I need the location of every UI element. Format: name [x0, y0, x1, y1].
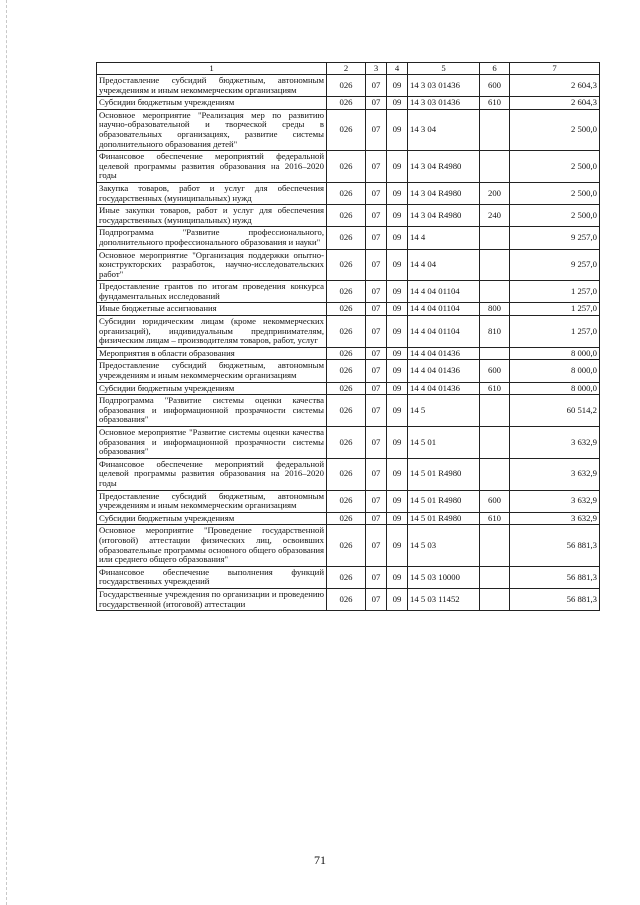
subsection-code-cell: 09 [387, 249, 408, 281]
subsection-code-cell: 09 [387, 427, 408, 459]
target-article-cell: 14 3 04 [408, 109, 480, 150]
subsection-code-cell: 09 [387, 75, 408, 97]
ministry-code-cell: 026 [327, 427, 366, 459]
row-name-cell: Предоставление субсидий бюджетным, автономным учреждениям и иным некоммерческим организациям [97, 490, 327, 512]
amount-cell: 56 881,3 [510, 525, 600, 566]
subsection-code-cell: 09 [387, 227, 408, 249]
row-name-cell: Предоставление субсидий бюджетным, автономным учреждениям и иным некоммерческим организациям [97, 75, 327, 97]
ministry-code-cell: 026 [327, 490, 366, 512]
amount-cell: 1 257,0 [510, 303, 600, 316]
section-code-cell: 07 [366, 347, 387, 360]
table-row [97, 281, 600, 303]
ministry-code-cell: 026 [327, 182, 366, 204]
table-row [97, 427, 600, 459]
section-code-cell: 07 [366, 512, 387, 525]
target-article-cell: 14 5 01 R4980 [408, 458, 480, 490]
table-row [97, 227, 600, 249]
amount-cell: 2 604,3 [510, 97, 600, 110]
section-code-cell: 07 [366, 151, 387, 183]
target-article-cell: 14 5 03 10000 [408, 566, 480, 588]
section-code-cell: 07 [366, 281, 387, 303]
expense-type-cell: 600 [480, 360, 510, 382]
table-row [97, 347, 600, 360]
table-row [97, 75, 600, 97]
row-name-cell: Субсидии бюджетным учреждениям [97, 382, 327, 395]
row-name-cell: Основное мероприятие "Проведение государственной (итоговой) аттестации физических лиц, освоивших образовательные программы основного общего образования или среднего общего образования" [97, 525, 327, 566]
amount-cell: 9 257,0 [510, 227, 600, 249]
ministry-code-cell: 026 [327, 566, 366, 588]
target-article-cell: 14 4 04 [408, 249, 480, 281]
ministry-code-cell: 026 [327, 316, 366, 348]
row-name-cell: Основное мероприятие "Развитие системы оценки качества образования и информационной прозрачности системы образования" [97, 427, 327, 459]
ministry-code-cell: 026 [327, 382, 366, 395]
ministry-code-cell: 026 [327, 205, 366, 227]
target-article-cell: 14 3 03 01436 [408, 97, 480, 110]
subsection-code-cell: 09 [387, 566, 408, 588]
subsection-code-cell: 09 [387, 151, 408, 183]
expense-type-cell [480, 281, 510, 303]
ministry-code-cell: 026 [327, 512, 366, 525]
section-code-cell: 07 [366, 588, 387, 610]
subsection-code-cell: 09 [387, 512, 408, 525]
section-code-cell: 07 [366, 75, 387, 97]
expense-type-cell [480, 566, 510, 588]
table-body [97, 75, 600, 611]
section-code-cell: 07 [366, 490, 387, 512]
expense-type-cell [480, 588, 510, 610]
expense-type-cell [480, 458, 510, 490]
amount-cell: 3 632,9 [510, 458, 600, 490]
amount-cell: 2 604,3 [510, 75, 600, 97]
section-code-cell: 07 [366, 97, 387, 110]
table-row [97, 303, 600, 316]
subsection-code-cell: 09 [387, 97, 408, 110]
target-article-cell: 14 4 04 01436 [408, 360, 480, 382]
ministry-code-cell: 026 [327, 75, 366, 97]
amount-cell: 2 500,0 [510, 151, 600, 183]
row-name-cell: Закупка товаров, работ и услуг для обеспечения государственных (муниципальных) нужд [97, 182, 327, 204]
subsection-code-cell: 09 [387, 109, 408, 150]
table-row [97, 382, 600, 395]
section-code-cell: 07 [366, 525, 387, 566]
table-row [97, 109, 600, 150]
row-name-cell: Иные закупки товаров, работ и услуг для обеспечения государственных (муниципальных) нужд [97, 205, 327, 227]
target-article-cell: 14 3 04 R4980 [408, 151, 480, 183]
amount-cell: 9 257,0 [510, 249, 600, 281]
table-row [97, 249, 600, 281]
row-name-cell: Субсидии бюджетным учреждениям [97, 97, 327, 110]
table-row [97, 490, 600, 512]
expense-type-cell: 600 [480, 75, 510, 97]
ministry-code-cell: 026 [327, 249, 366, 281]
amount-cell: 1 257,0 [510, 316, 600, 348]
expense-type-cell [480, 395, 510, 427]
amount-cell: 8 000,0 [510, 347, 600, 360]
expense-type-cell: 610 [480, 97, 510, 110]
row-name-cell: Основное мероприятие "Реализация мер по развитию научно-образовательной и творческой среды в образовательных организациях, развитие системы дополнительного образования детей" [97, 109, 327, 150]
header-cell: 4 [387, 63, 408, 75]
subsection-code-cell: 09 [387, 182, 408, 204]
amount-cell: 2 500,0 [510, 182, 600, 204]
expense-type-cell [480, 525, 510, 566]
header-cell: 1 [97, 63, 327, 75]
expense-type-cell [480, 227, 510, 249]
section-code-cell: 07 [366, 360, 387, 382]
section-code-cell: 07 [366, 249, 387, 281]
amount-cell: 2 500,0 [510, 205, 600, 227]
target-article-cell: 14 4 04 01104 [408, 316, 480, 348]
subsection-code-cell: 09 [387, 303, 408, 316]
header-cell: 5 [408, 63, 480, 75]
row-name-cell: Подпрограмма "Развитие профессионального, дополнительного профессионального образования и науки" [97, 227, 327, 249]
table-row [97, 458, 600, 490]
section-code-cell: 07 [366, 427, 387, 459]
target-article-cell: 14 5 01 [408, 427, 480, 459]
section-code-cell: 07 [366, 395, 387, 427]
amount-cell: 8 000,0 [510, 382, 600, 395]
subsection-code-cell: 09 [387, 588, 408, 610]
target-article-cell: 14 4 04 01104 [408, 303, 480, 316]
section-code-cell: 07 [366, 109, 387, 150]
ministry-code-cell: 026 [327, 281, 366, 303]
amount-cell: 56 881,3 [510, 566, 600, 588]
amount-cell: 2 500,0 [510, 109, 600, 150]
amount-cell: 60 514,2 [510, 395, 600, 427]
subsection-code-cell: 09 [387, 490, 408, 512]
amount-cell: 8 000,0 [510, 360, 600, 382]
expense-type-cell: 800 [480, 303, 510, 316]
row-name-cell: Субсидии юридическим лицам (кроме некоммерческих организаций), индивидуальным предпринимателям, физическим лицам – производителям товаров, работ, услуг [97, 316, 327, 348]
expense-type-cell: 810 [480, 316, 510, 348]
subsection-code-cell: 09 [387, 281, 408, 303]
amount-cell: 3 632,9 [510, 427, 600, 459]
expense-type-cell: 610 [480, 382, 510, 395]
row-name-cell: Финансовое обеспечение выполнения функций государственных учреждений [97, 566, 327, 588]
expense-type-cell [480, 347, 510, 360]
target-article-cell: 14 5 03 11452 [408, 588, 480, 610]
subsection-code-cell: 09 [387, 316, 408, 348]
table-row [97, 316, 600, 348]
section-code-cell: 07 [366, 205, 387, 227]
table-row [97, 205, 600, 227]
ministry-code-cell: 026 [327, 458, 366, 490]
ministry-code-cell: 026 [327, 303, 366, 316]
table-row [97, 525, 600, 566]
table-row [97, 360, 600, 382]
expense-type-cell [480, 109, 510, 150]
table-row [97, 588, 600, 610]
ministry-code-cell: 026 [327, 395, 366, 427]
row-name-cell: Субсидии бюджетным учреждениям [97, 512, 327, 525]
target-article-cell: 14 5 03 [408, 525, 480, 566]
target-article-cell: 14 3 03 01436 [408, 75, 480, 97]
table-row [97, 512, 600, 525]
expense-type-cell: 600 [480, 490, 510, 512]
section-code-cell: 07 [366, 566, 387, 588]
ministry-code-cell: 026 [327, 525, 366, 566]
target-article-cell: 14 4 [408, 227, 480, 249]
row-name-cell: Подпрограмма "Развитие системы оценки качества образования и информационной прозрачности системы образования" [97, 395, 327, 427]
expense-type-cell [480, 427, 510, 459]
target-article-cell: 14 4 04 01436 [408, 347, 480, 360]
amount-cell: 3 632,9 [510, 490, 600, 512]
subsection-code-cell: 09 [387, 395, 408, 427]
row-name-cell: Предоставление субсидий бюджетным, автономным учреждениям и иным некоммерческим организациям [97, 360, 327, 382]
target-article-cell: 14 3 04 R4980 [408, 182, 480, 204]
header-cell: 7 [510, 63, 600, 75]
row-name-cell: Финансовое обеспечение мероприятий федеральной целевой программы развития образования на 2016–2020 годы [97, 458, 327, 490]
section-code-cell: 07 [366, 382, 387, 395]
ministry-code-cell: 026 [327, 97, 366, 110]
section-code-cell: 07 [366, 458, 387, 490]
target-article-cell: 14 4 04 01436 [408, 382, 480, 395]
ministry-code-cell: 026 [327, 151, 366, 183]
table-row [97, 97, 600, 110]
section-code-cell: 07 [366, 303, 387, 316]
amount-cell: 3 632,9 [510, 512, 600, 525]
table-header [97, 63, 600, 75]
header-row [97, 63, 600, 75]
table-row [97, 182, 600, 204]
amount-cell: 1 257,0 [510, 281, 600, 303]
page-number: 71 [314, 853, 326, 867]
target-article-cell: 14 5 01 R4980 [408, 512, 480, 525]
target-article-cell: 14 3 04 R4980 [408, 205, 480, 227]
header-cell: 6 [480, 63, 510, 75]
table-row [97, 566, 600, 588]
table-row [97, 151, 600, 183]
amount-cell: 56 881,3 [510, 588, 600, 610]
section-code-cell: 07 [366, 227, 387, 249]
target-article-cell: 14 5 [408, 395, 480, 427]
ministry-code-cell: 026 [327, 588, 366, 610]
page-edge-line [6, 0, 8, 905]
subsection-code-cell: 09 [387, 347, 408, 360]
subsection-code-cell: 09 [387, 458, 408, 490]
row-name-cell: Основное мероприятие "Организация поддержки опытно-конструкторских разработок, научно-исследовательских работ" [97, 249, 327, 281]
ministry-code-cell: 026 [327, 360, 366, 382]
row-name-cell: Мероприятия в области образования [97, 347, 327, 360]
ministry-code-cell: 026 [327, 227, 366, 249]
table-row [97, 395, 600, 427]
row-name-cell: Финансовое обеспечение мероприятий федеральной целевой программы развития образования на 2016–2020 годы [97, 151, 327, 183]
subsection-code-cell: 09 [387, 360, 408, 382]
expense-type-cell: 200 [480, 182, 510, 204]
ministry-code-cell: 026 [327, 347, 366, 360]
section-code-cell: 07 [366, 316, 387, 348]
subsection-code-cell: 09 [387, 525, 408, 566]
expense-type-cell: 240 [480, 205, 510, 227]
expense-type-cell [480, 151, 510, 183]
ministry-code-cell: 026 [327, 109, 366, 150]
row-name-cell: Государственные учреждения по организации и проведению государственной (итоговой) аттестации [97, 588, 327, 610]
target-article-cell: 14 4 04 01104 [408, 281, 480, 303]
row-name-cell: Иные бюджетные ассигнования [97, 303, 327, 316]
header-cell: 3 [366, 63, 387, 75]
expense-type-cell: 610 [480, 512, 510, 525]
header-cell: 2 [327, 63, 366, 75]
subsection-code-cell: 09 [387, 382, 408, 395]
expense-type-cell [480, 249, 510, 281]
budget-table [96, 62, 600, 611]
section-code-cell: 07 [366, 182, 387, 204]
subsection-code-cell: 09 [387, 205, 408, 227]
target-article-cell: 14 5 01 R4980 [408, 490, 480, 512]
row-name-cell: Предоставление грантов по итогам проведения конкурса фундаментальных исследований [97, 281, 327, 303]
